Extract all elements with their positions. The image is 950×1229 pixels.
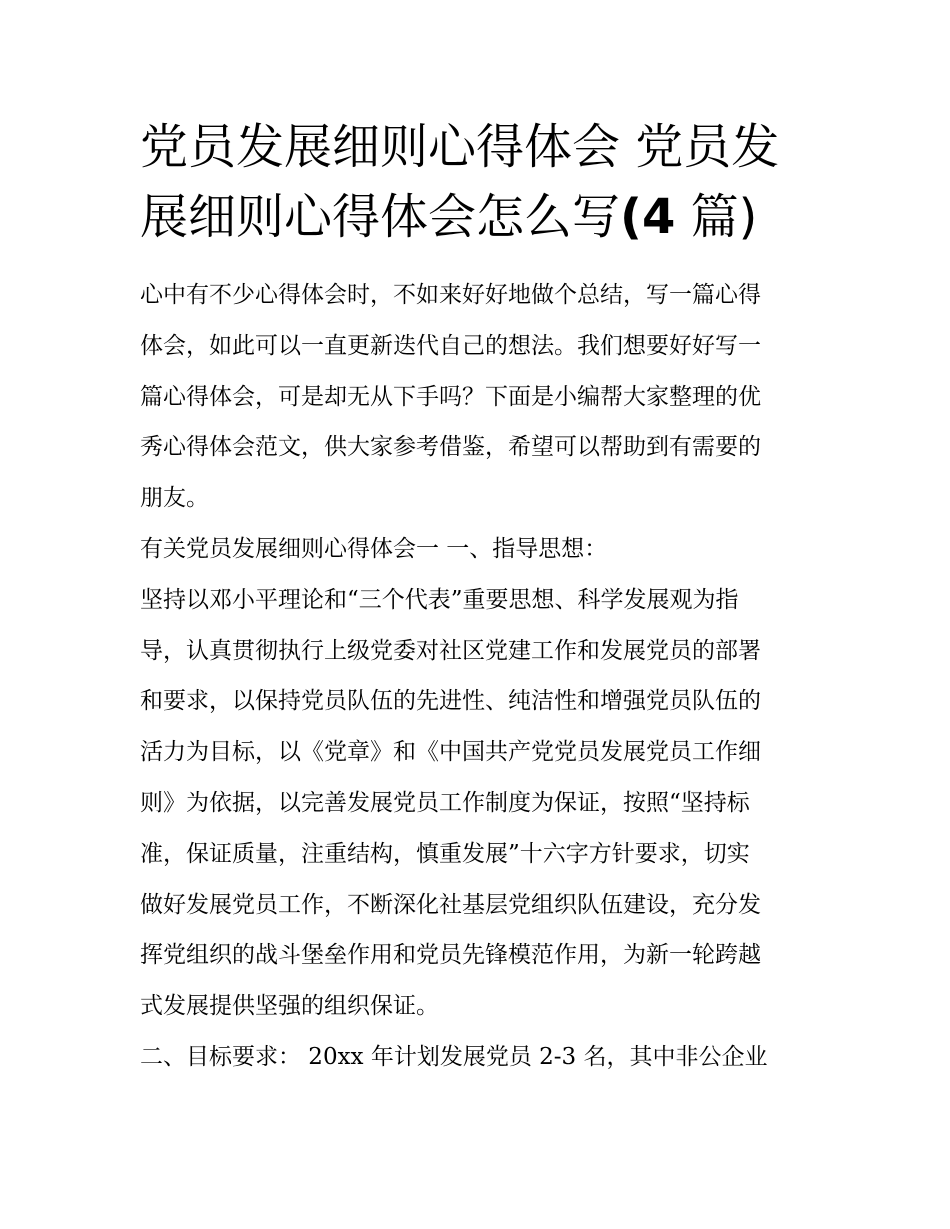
guiding-line: 式发展提供坚强的组织保证。 (140, 993, 439, 1020)
intro-line: 体会，如此可以一直更新迭代自己的想法。我们想要好好写一 (140, 332, 761, 359)
intro-line: 心中有不少心得体会时，不如来好好地做个总结，写一篇心得 (140, 282, 761, 308)
intro-line: 朋友。 (140, 485, 209, 512)
guiding-line: 则》为依据，以完善发展党员工作制度为保证，按照“坚持标 (140, 789, 750, 816)
guiding-line: 坚持以邓小平理论和“三个代表”重要思想、科学发展观为指 (140, 586, 739, 613)
title-line-2: 展细则心得体会怎么写 (140, 189, 621, 245)
guiding-line: 导，认真贯彻执行上级党委对社区党建工作和发展党员的部署 (140, 637, 761, 664)
guiding-thought-paragraph (140, 575, 812, 1032)
guiding-line: 做好发展党员工作，不断深化社基层党组织队伍建设，充分发 (140, 891, 761, 918)
title-line-1: 党员发展细则心得体会 党员发 (140, 119, 780, 175)
title-count: 4 (641, 189, 676, 245)
intro-paragraph (140, 270, 812, 524)
section-heading: 有关党员发展细则心得体会一 一、指导思想： (140, 535, 608, 562)
guiding-line: 和要求，以保持党员队伍的先进性、纯洁性和增强党员队伍的 (140, 688, 761, 715)
guiding-line: 挥党组织的战斗堡垒作用和党员先锋模范作用，为新一轮跨越 (140, 942, 761, 969)
title-tail: 篇) (675, 189, 758, 245)
goal-requirement-line: 二、目标要求： 20xx 年计划发展党员 2-3 名，其中非公企业 (140, 1043, 768, 1070)
guiding-line: 准，保证质量，注重结构，慎重发展”十六字方针要求，切实 (140, 840, 750, 867)
intro-line: 篇心得体会，可是却无从下手吗？下面是小编帮大家整理的优 (140, 383, 761, 410)
title-paren-open: ( (620, 189, 642, 245)
guiding-line: 活力为目标，以《党章》和《中国共产党党员发展党员工作细 (140, 739, 761, 766)
intro-line: 秀心得体会范文，供大家参考借鉴，希望可以帮助到有需要的 (140, 434, 761, 461)
document-title (140, 112, 812, 252)
document-page (140, 112, 812, 1083)
